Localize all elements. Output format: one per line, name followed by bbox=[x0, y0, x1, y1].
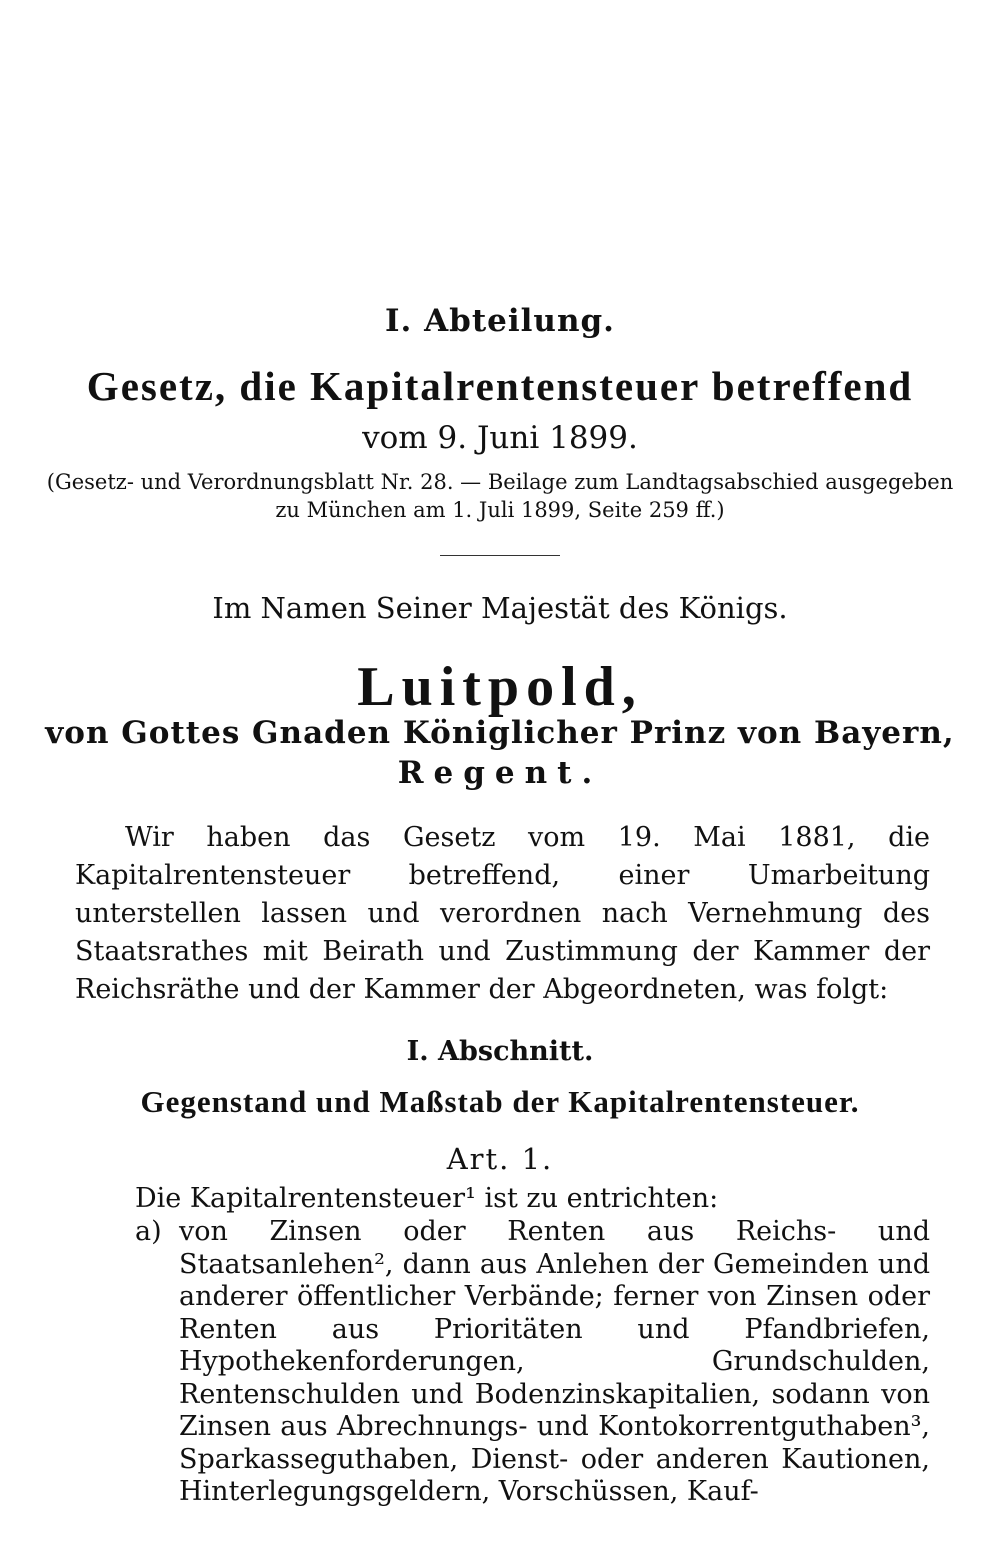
article-item bbox=[135, 1216, 930, 1509]
proclamation-in-name: Im Namen Seiner Majestät des Königs. bbox=[212, 591, 788, 625]
article-item-label: a) bbox=[135, 1216, 162, 1247]
division-heading: I. Abteilung. bbox=[385, 303, 615, 339]
article-number: Art. 1. bbox=[446, 1142, 554, 1176]
regent-role: Regent. bbox=[397, 755, 603, 791]
law-date: vom 9. Juni 1899. bbox=[362, 420, 638, 456]
article-item-text: von Zinsen oder Renten aus Reichs- und Staatsanlehen², dann aus Anlehen der Gemeinden und anderer öffentlicher Verbände; ferner von Zinsen oder Renten aus Prioritäten und Pfandbriefen, Hypothekenforderungen, Grundschulden, Rentenschulden und Bodenzinskapitalien, sodann von Zinsen aus Abrechnungs- und Kontokorrentguthaben³, Sparkasseguthaben, Dienst- oder anderen Kautionen, Hinterlegungsgeldern, Vorschüssen, Kauf- bbox=[179, 1216, 930, 1507]
preamble-paragraph: Wir haben das Gesetz vom 19. Mai 1881, die Kapitalrentensteuer betreffend, einer Umarbeitung unterstellen lassen und verordnen nach Vernehmung des Staatsrathes mit Beirath und Zustimmung der Kammer der Reichsräthe und der Kammer der Abgeordneten, was folgt: bbox=[75, 822, 930, 1005]
regent-name: Luitpold, bbox=[357, 656, 643, 718]
section-number: I. Abschnitt. bbox=[406, 1036, 594, 1067]
article-intro: Die Kapitalrentensteuer¹ ist zu entrichten: bbox=[135, 1183, 719, 1214]
source-citation bbox=[0, 468, 1000, 524]
separator-rule bbox=[440, 555, 560, 556]
law-title: Gesetz, die Kapitalrentensteuer betreffend bbox=[86, 363, 914, 409]
section-title: Gegenstand und Maßstab der Kapitalrentensteuer. bbox=[140, 1084, 860, 1119]
source-citation-line-1: (Gesetz- und Verordnungsblatt Nr. 28. — Beilage zum Landtagsabschied ausgegeben bbox=[46, 470, 954, 494]
regent-style: von Gottes Gnaden Königlicher Prinz von Bayern, bbox=[45, 715, 955, 751]
source-citation-line-2: zu München am 1. Juli 1899, Seite 259 ff.) bbox=[275, 498, 725, 522]
